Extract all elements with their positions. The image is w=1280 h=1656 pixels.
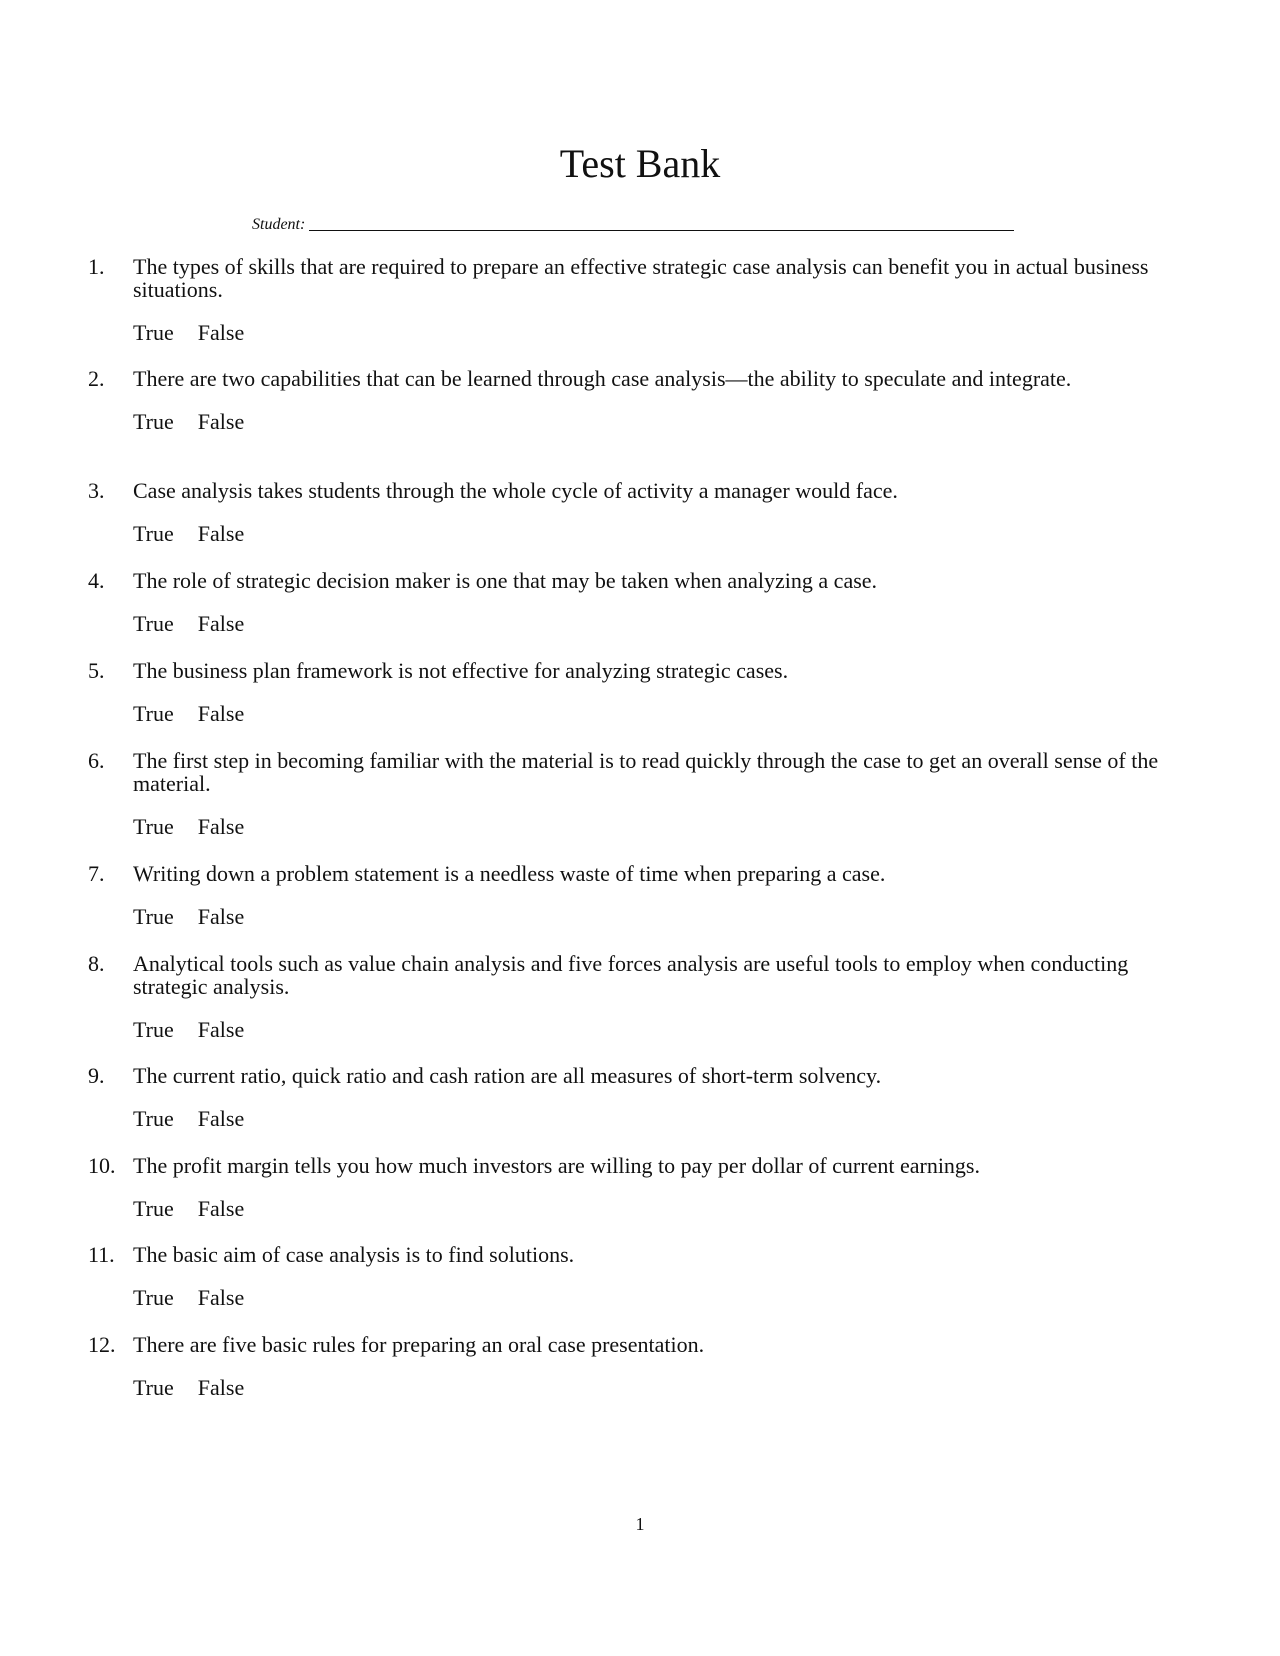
- answer-false[interactable]: False: [197, 320, 245, 345]
- answer-options: [133, 1018, 1198, 1041]
- question-text: The profit margin tells you how much investors are willing to pay per dollar of current earnings.: [133, 1153, 980, 1178]
- page-title: Test Bank: [559, 141, 721, 186]
- answer-options: [133, 702, 1198, 725]
- answer-true[interactable]: True: [133, 701, 174, 726]
- answer-true[interactable]: True: [133, 320, 174, 345]
- question-number: 6.: [88, 748, 105, 773]
- question-number: 11.: [88, 1242, 115, 1267]
- answer-false[interactable]: False: [197, 521, 245, 546]
- answer-true[interactable]: True: [133, 814, 174, 839]
- question-text: The role of strategic decision maker is one that may be taken when analyzing a case.: [133, 568, 878, 593]
- question-number: 10.: [88, 1153, 116, 1178]
- question-item: [88, 479, 1198, 545]
- answer-options: [133, 905, 1198, 928]
- question-number: 1.: [88, 254, 105, 279]
- question-text: The current ratio, quick ratio and cash ration are all measures of short-term solvency.: [133, 1063, 882, 1088]
- question-item: [88, 1154, 1198, 1220]
- answer-options: [133, 1286, 1198, 1309]
- student-name-blank[interactable]: [309, 216, 1014, 231]
- question-item: [88, 749, 1198, 838]
- question-text: Analytical tools such as value chain analysis and five forces analysis are useful tools to employ when conducting strategic analysis.: [133, 951, 1129, 999]
- question-number: 2.: [88, 366, 105, 391]
- answer-true[interactable]: True: [133, 1196, 174, 1221]
- question-number: 5.: [88, 658, 105, 683]
- question-text: There are two capabilities that can be learned through case analysis—the ability to speculate and integrate.: [133, 366, 1072, 391]
- answer-true[interactable]: True: [133, 904, 174, 929]
- answer-false[interactable]: False: [197, 904, 245, 929]
- answer-options: [133, 1376, 1198, 1399]
- question-number: 8.: [88, 951, 105, 976]
- question-item: [88, 862, 1198, 928]
- question-item: [88, 255, 1198, 344]
- question-text: The types of skills that are required to prepare an effective strategic case analysis can benefit you in actual business situations.: [133, 254, 1149, 302]
- answer-options: [133, 1107, 1198, 1130]
- question-number: 3.: [88, 478, 105, 503]
- answer-true[interactable]: True: [133, 1375, 174, 1400]
- answer-true[interactable]: True: [133, 611, 174, 636]
- question-text: The basic aim of case analysis is to find solutions.: [133, 1242, 575, 1267]
- answer-options: [133, 321, 1198, 344]
- question-number: 4.: [88, 568, 105, 593]
- answer-false[interactable]: False: [197, 611, 245, 636]
- student-label: Student:: [252, 216, 306, 233]
- question-item: [88, 367, 1198, 433]
- answer-options: [133, 410, 1198, 433]
- question-item: [88, 569, 1198, 635]
- student-name-line: [252, 214, 1014, 236]
- question-item: [88, 659, 1198, 725]
- answer-options: [133, 522, 1198, 545]
- answer-true[interactable]: True: [133, 1106, 174, 1131]
- answer-false[interactable]: False: [197, 1106, 245, 1131]
- answer-true[interactable]: True: [133, 521, 174, 546]
- question-item: [88, 1333, 1198, 1399]
- question-number: 9.: [88, 1063, 105, 1088]
- question-item: [88, 952, 1198, 1041]
- page-number: 1: [635, 1514, 645, 1534]
- answer-options: [133, 612, 1198, 635]
- answer-true[interactable]: True: [133, 1017, 174, 1042]
- answer-false[interactable]: False: [197, 701, 245, 726]
- answer-true[interactable]: True: [133, 409, 174, 434]
- question-text: The first step in becoming familiar with the material is to read quickly through the case to get an overall sense of the material.: [133, 748, 1159, 796]
- question-text: There are five basic rules for preparing an oral case presentation.: [133, 1332, 705, 1357]
- answer-false[interactable]: False: [197, 1017, 245, 1042]
- answer-options: [133, 815, 1198, 838]
- answer-false[interactable]: False: [197, 1285, 245, 1310]
- question-text: Writing down a problem statement is a needless waste of time when preparing a case.: [133, 861, 886, 886]
- question-text: The business plan framework is not effective for analyzing strategic cases.: [133, 658, 789, 683]
- answer-true[interactable]: True: [133, 1285, 174, 1310]
- question-number: 12.: [88, 1332, 116, 1357]
- answer-options: [133, 1197, 1198, 1220]
- question-item: [88, 1064, 1198, 1130]
- answer-false[interactable]: False: [197, 1375, 245, 1400]
- answer-false[interactable]: False: [197, 1196, 245, 1221]
- answer-false[interactable]: False: [197, 814, 245, 839]
- question-item: [88, 1243, 1198, 1309]
- question-number: 7.: [88, 861, 105, 886]
- answer-false[interactable]: False: [197, 409, 245, 434]
- question-text: Case analysis takes students through the whole cycle of activity a manager would face.: [133, 478, 898, 503]
